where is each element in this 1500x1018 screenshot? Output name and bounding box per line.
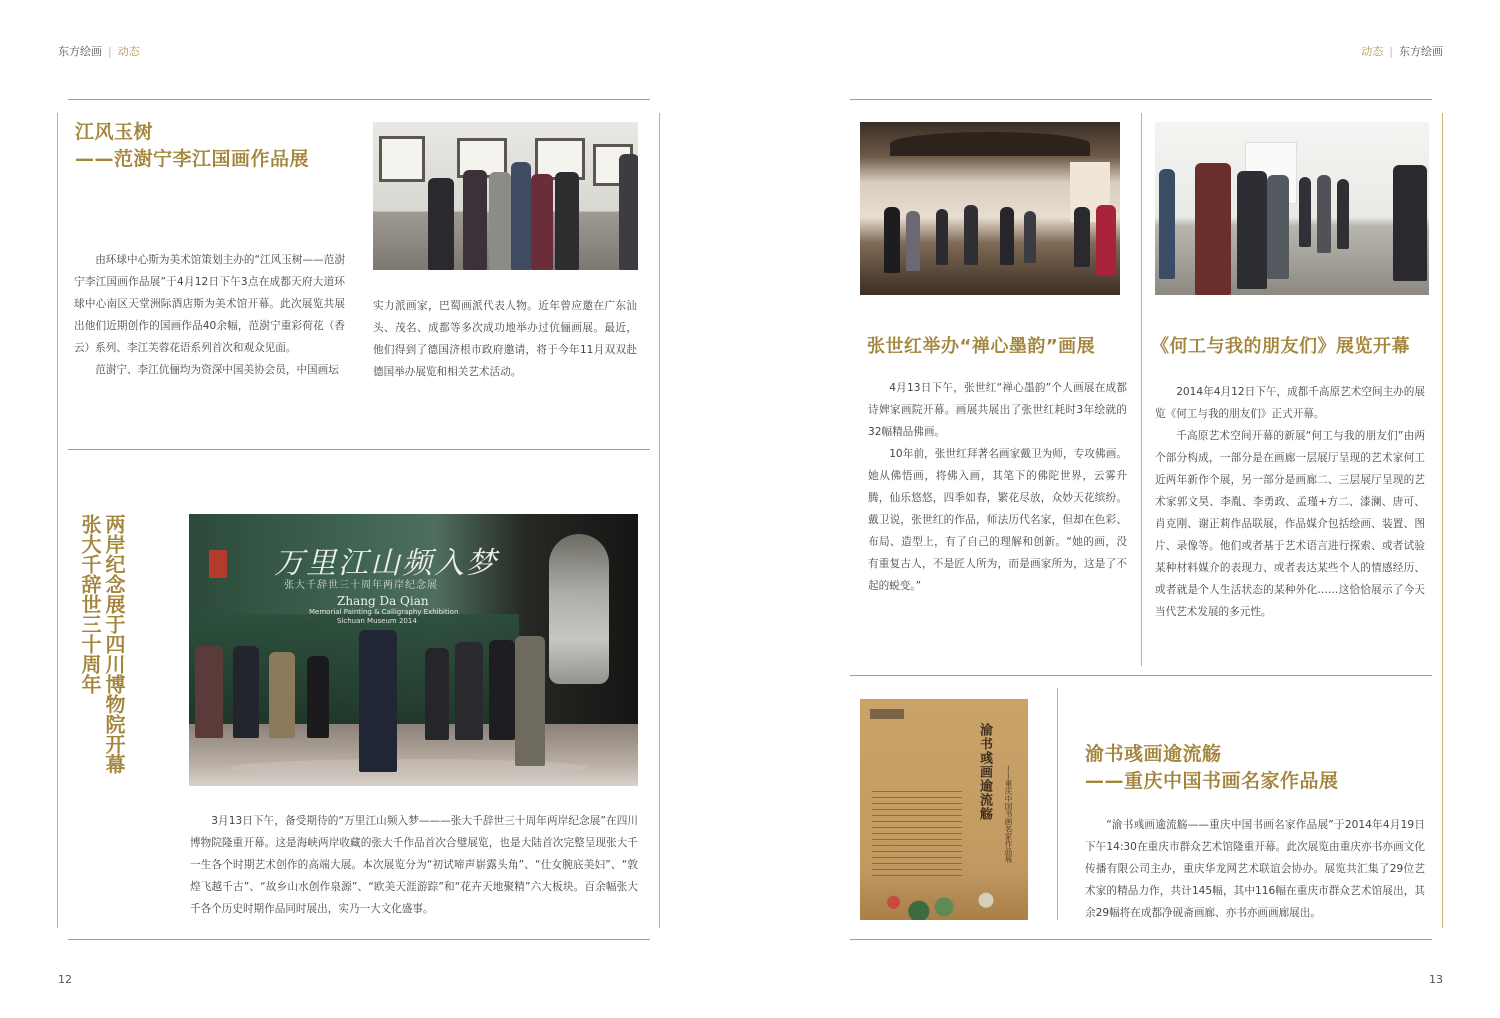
banner-subtitle: 张大千辞世三十周年两岸纪念展 (284, 580, 438, 591)
exhibition-photo (1155, 122, 1429, 295)
divider (68, 939, 650, 940)
paragraph: 2014年4月12日下午，成都千高原艺术空间主办的展览《何工与我的朋友们》正式开幕。 (1155, 386, 1425, 420)
title-column: 两岸纪念展于四川博物院开幕 (102, 514, 126, 774)
header-tag: 动态 (117, 45, 140, 58)
article-title-vertical (74, 514, 126, 779)
divider (850, 939, 1432, 940)
divider (68, 449, 650, 450)
title-column: 张大千辞世三十周年 (78, 514, 102, 694)
article-body (74, 249, 345, 381)
right-running-header: 动态 | 东方绘画 (1361, 45, 1443, 58)
paragraph: 千高原艺术空间开幕的新展“何工与我的朋友们”由两个部分构成，一部分是在画廊一层展厅呈现的艺术家何工近两年新作个展，另一部分是画廊二、三层展厅呈现的艺术家郭文昊、李胤、李勇政、孟瑾+方二、漆澜、唐可、肖克刚、谢正莉作品联展，作品媒介包括绘画、装置、图片、录像等。他们或者基于艺术语言进行探索、或者试验某种材料媒介的表现力、或者表达某些个人的情感经历、或者就是个人生活状态的某种外化……这恰恰展示了今天当代艺术发展的多元性。 (1155, 430, 1425, 618)
paragraph: 3月13日下午，备受期待的“万里江山频入梦———张大千辞世三十周年两岸纪念展”在四川博物院隆重开幕。这是海峡两岸收藏的张大千作品首次合璧展览，也是大陆首次完整呈现张大千一生各个时期艺术创作的高端大展。本次展览分为“初试啼声崭露头角”、“仕女腕底美妇”、“敦煌飞越千古”、“故乡山水创作泉源”、“欧美天涯游踪”和“花卉天地聚精”六大板块。百余幅张大千各个历史时期作品同时展出，实乃一大文化盛事。 (190, 815, 638, 915)
banner-english-title: Zhang Da Qian (337, 594, 429, 608)
paragraph: “渝书彧画逾流觞——重庆中国书画名家作品展”于2014年4月19日下午14:30在重庆市群众艺术馆隆重开幕。此次展览由重庆亦书亦画文化传播有限公司主办，重庆华龙网艺术联谊会协办。展览共汇集了29位艺术家的精品力作，共计145幅，其中116幅在重庆市群众艺术馆展出，其余29幅将在成都净砚斋画廊、亦书亦画画廊展出。 (1085, 819, 1425, 919)
paragraph: 实力派画家，巴蜀画派代表人物。近年曾应邀在广东汕头、茂名、成都等多次成功地举办过伉俪画展。最近，他们得到了德国济根市政府邀请，将于今年11月双双赴德国举办展览和相关艺术活动。 (373, 300, 637, 378)
header-section: 东方绘画 (1399, 45, 1443, 58)
article-title (75, 119, 365, 173)
article-body (1085, 814, 1425, 924)
paragraph: 4月13日下午，张世红“禅心墨韵”个人画展在成都诗婢家画院开幕。画展共展出了张世红耗时3年绘就的32幅精品佛画。 (868, 382, 1127, 438)
page-number: 12 (58, 973, 72, 986)
exhibition-photo (373, 122, 638, 270)
title-line: 渝书彧画逾流觞 (1085, 743, 1222, 765)
divider (659, 113, 660, 928)
exhibition-photo (860, 122, 1120, 295)
title-line: 江风玉树 (75, 121, 154, 143)
banner-calligraphy: 万里江山频入梦 (274, 546, 498, 581)
article-body (868, 377, 1127, 597)
article-title: 《何工与我的朋友们》展览开幕 (1151, 336, 1410, 357)
article-title: 张世红举办“禅心墨韵”画展 (867, 336, 1096, 357)
exhibition-photo (189, 514, 638, 786)
divider (850, 99, 1432, 100)
header-section: 东方绘画 (58, 45, 102, 58)
banner-english-line: Memorial Painting & Calligraphy Exhibition (309, 608, 459, 616)
paragraph: 由环球中心斯为美术馆策划主办的“江风玉树——范澍宁李江国画作品展”于4月12日下午3点在成都天府大道环球中心南区天堂洲际酒店斯为美术馆开幕。此次展览共展出他们近期创作的国画作品40余幅，范澍宁重彩荷花（香云）系列、李江芙蓉花语系列首次和观众见面。 (74, 254, 345, 354)
poster-image (860, 699, 1028, 920)
banner-english-line: Sichuan Museum 2014 (337, 617, 417, 625)
title-line: ——范澍宁李江国画作品展 (75, 148, 310, 170)
divider (57, 113, 58, 928)
left-running-header: 东方绘画 | 动态 (58, 45, 140, 58)
article-title (1085, 741, 1385, 795)
paragraph: 10年前，张世红拜著名画家戴卫为师，专攻佛画。她从佛悟画，将佛入画，其笔下的佛陀世界，云雾升腾，仙乐悠悠，四季如春，繁花尽放，众妙天花缤纷。戴卫说，张世红的作品，师法历代名家，但却在色彩、布局、造型上，有了自己的理解和创新。“她的画，没有重复古人，不是匠人所为，而是画家所为，这是了不起的蜕变。” (868, 448, 1127, 592)
divider (68, 99, 650, 100)
divider (1057, 688, 1058, 920)
title-line: ——重庆中国书画名家作品展 (1085, 770, 1339, 792)
page-number: 13 (1429, 973, 1443, 986)
paragraph: 范澍宁、李江伉俪均为资深中国美协会员，中国画坛 (95, 364, 339, 376)
header-tag: 动态 (1361, 45, 1384, 58)
article-body (1155, 381, 1425, 623)
poster-subtitle: ——重庆中国书画名家作品展 (1004, 765, 1013, 863)
poster-title: 渝书彧画逾流觞 (977, 723, 992, 821)
article-body (190, 810, 638, 920)
divider (850, 675, 1432, 676)
article-body (373, 295, 637, 383)
divider (1442, 113, 1443, 928)
divider (1141, 113, 1142, 666)
